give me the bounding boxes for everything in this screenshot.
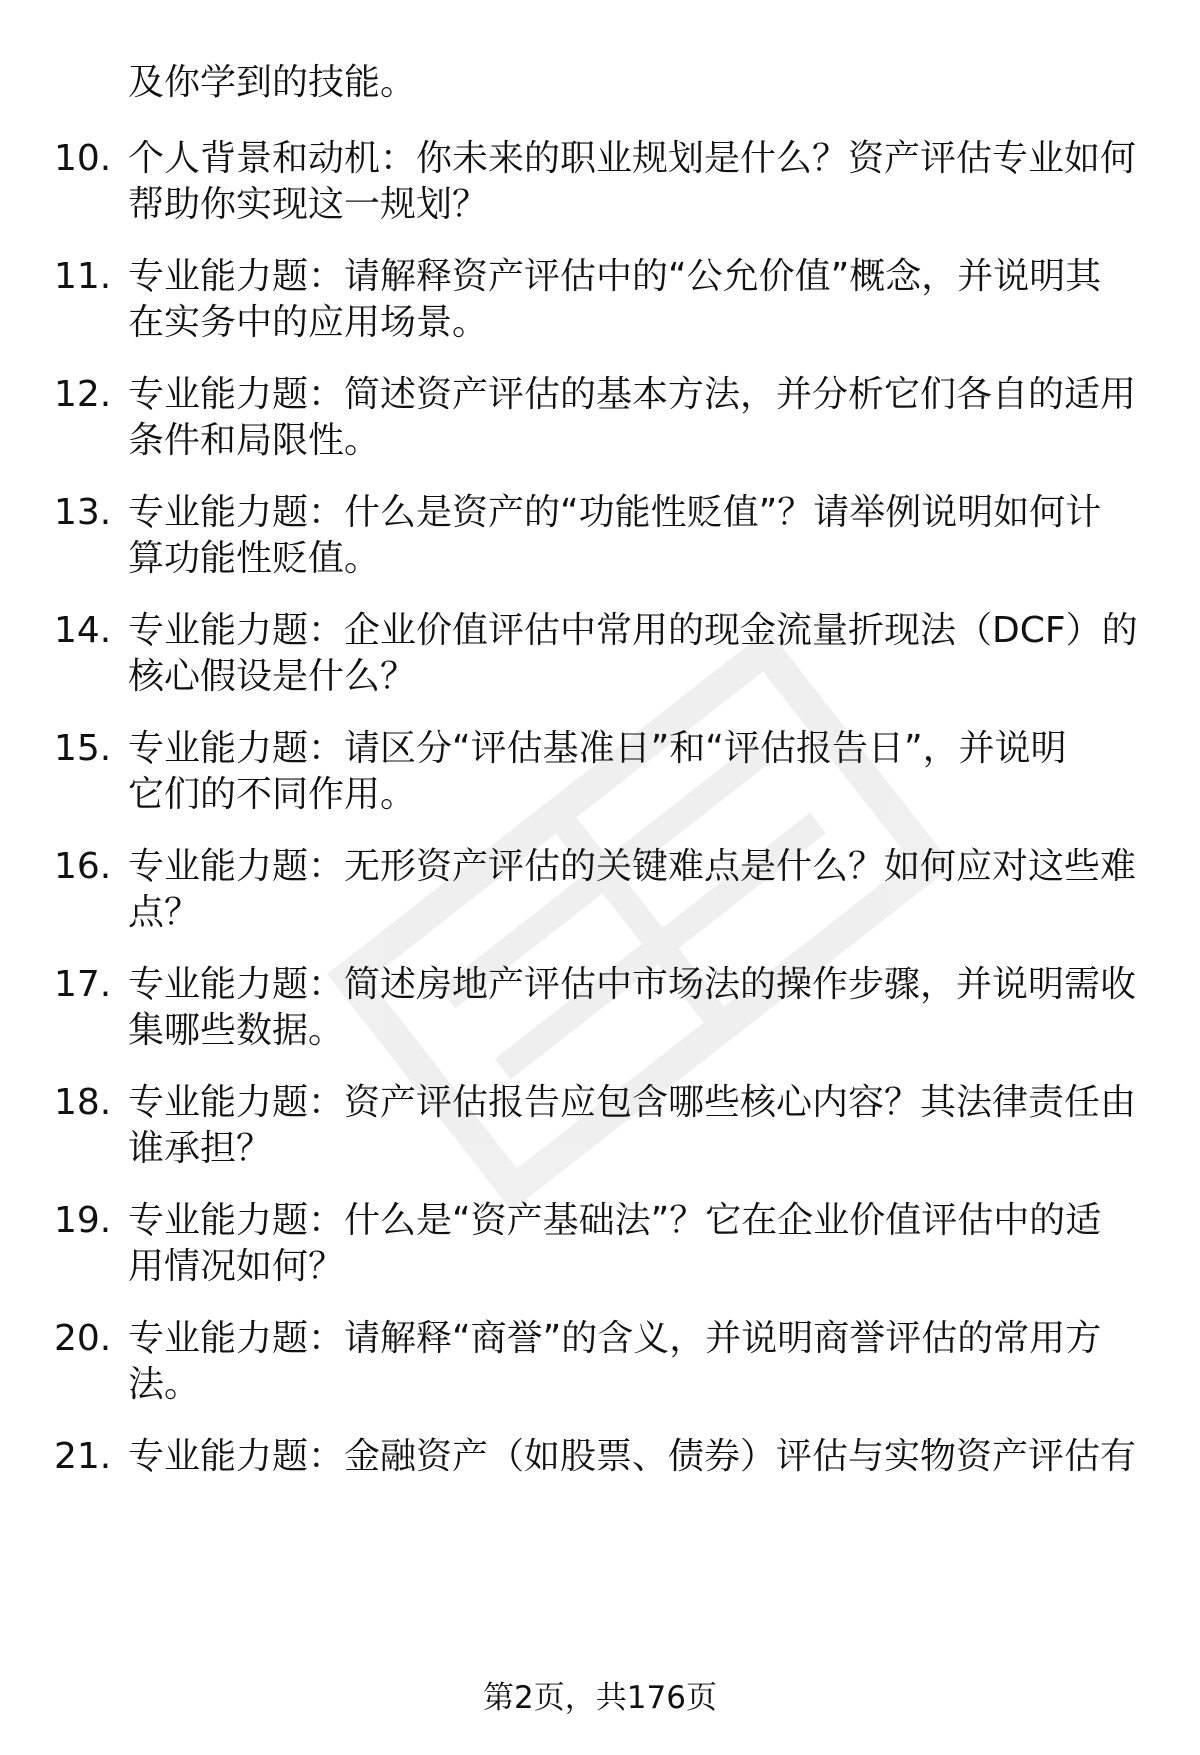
item-text xyxy=(128,844,1148,936)
list-item xyxy=(0,490,1200,600)
item-line: 在实务中的应用场景。 xyxy=(128,302,489,343)
item-number: 10. xyxy=(54,138,112,179)
list-item xyxy=(0,844,1200,954)
item-line: 专业能力题：什么是“资产基础法”？它在企业价值评估中的适 xyxy=(128,1200,1102,1241)
item-line: 专业能力题：金融资产（如股票、债券）评估与实物资产评估有 xyxy=(128,1436,1137,1477)
item-number: 13. xyxy=(54,492,112,533)
item-line: 专业能力题：无形资产评估的关键难点是什么？如何应对这些难 xyxy=(128,846,1137,887)
list-item xyxy=(0,372,1200,482)
list-item xyxy=(0,726,1200,836)
item-line: 专业能力题：简述房地产评估中市场法的操作步骤，并说明需收 xyxy=(128,964,1137,1005)
item-line: 用情况如何？ xyxy=(128,1246,345,1287)
item-text xyxy=(128,1198,1148,1290)
item-text xyxy=(128,136,1148,228)
item-text xyxy=(128,1316,1148,1408)
item-number: 17. xyxy=(54,964,112,1005)
item-text xyxy=(128,962,1148,1054)
item-line: 帮助你实现这一规划？ xyxy=(128,184,489,225)
item-number: 14. xyxy=(54,610,112,651)
item-number: 21. xyxy=(54,1436,112,1477)
item-line: 专业能力题：请解释资产评估中的“公允价值”概念，并说明其 xyxy=(128,256,1102,297)
item-number: 11. xyxy=(54,256,112,297)
item-line: 专业能力题：什么是资产的“功能性贬值”？请举例说明如何计 xyxy=(128,492,1102,533)
list-item xyxy=(0,1316,1200,1426)
list-item xyxy=(0,1434,1200,1544)
item-number: 18. xyxy=(54,1082,112,1123)
item-line: 算功能性贬值。 xyxy=(128,538,381,579)
item-line: 专业能力题：简述资产评估的基本方法，并分析它们各自的适用 xyxy=(128,374,1137,415)
item-line: 点？ xyxy=(128,892,201,933)
item-line: 个人背景和动机：你未来的职业规划是什么？资产评估专业如何 xyxy=(128,138,1137,179)
continuation-text: 及你学到的技能。 xyxy=(128,62,417,103)
item-number: 15. xyxy=(54,728,112,769)
list-item xyxy=(0,1198,1200,1308)
item-number: 12. xyxy=(54,374,112,415)
item-line: 专业能力题：请解释“商誉”的含义，并说明商誉评估的常用方 xyxy=(128,1318,1102,1359)
item-number: 20. xyxy=(54,1318,112,1359)
item-line: 法。 xyxy=(128,1364,201,1405)
item-line: 专业能力题：请区分“评估基准日”和“评估报告日”，并说明 xyxy=(128,728,1067,769)
item-text xyxy=(128,490,1148,582)
list-item xyxy=(0,608,1200,718)
page-footer: 第2页，共176页 xyxy=(483,1680,717,1716)
item-text xyxy=(128,372,1148,464)
item-line: 核心假设是什么？ xyxy=(128,656,417,697)
item-text xyxy=(128,254,1148,346)
item-line: 专业能力题：企业价值评估中常用的现金流量折现法（DCF）的 xyxy=(128,610,1138,651)
item-line: 条件和局限性。 xyxy=(128,420,381,461)
item-number: 16. xyxy=(54,846,112,887)
item-text xyxy=(128,726,1148,818)
list-item xyxy=(0,136,1200,246)
item-line: 专业能力题：资产评估报告应包含哪些核心内容？其法律责任由 xyxy=(128,1082,1137,1123)
item-line: 它们的不同作用。 xyxy=(128,774,417,815)
item-text xyxy=(128,608,1148,700)
item-text xyxy=(128,1080,1148,1172)
list-item xyxy=(0,1080,1200,1190)
item-number: 19. xyxy=(54,1200,112,1241)
list-item xyxy=(0,254,1200,364)
item-line: 集哪些数据。 xyxy=(128,1010,345,1051)
item-text xyxy=(128,1434,1148,1480)
item-line: 谁承担？ xyxy=(128,1128,273,1169)
list-item xyxy=(0,962,1200,1072)
